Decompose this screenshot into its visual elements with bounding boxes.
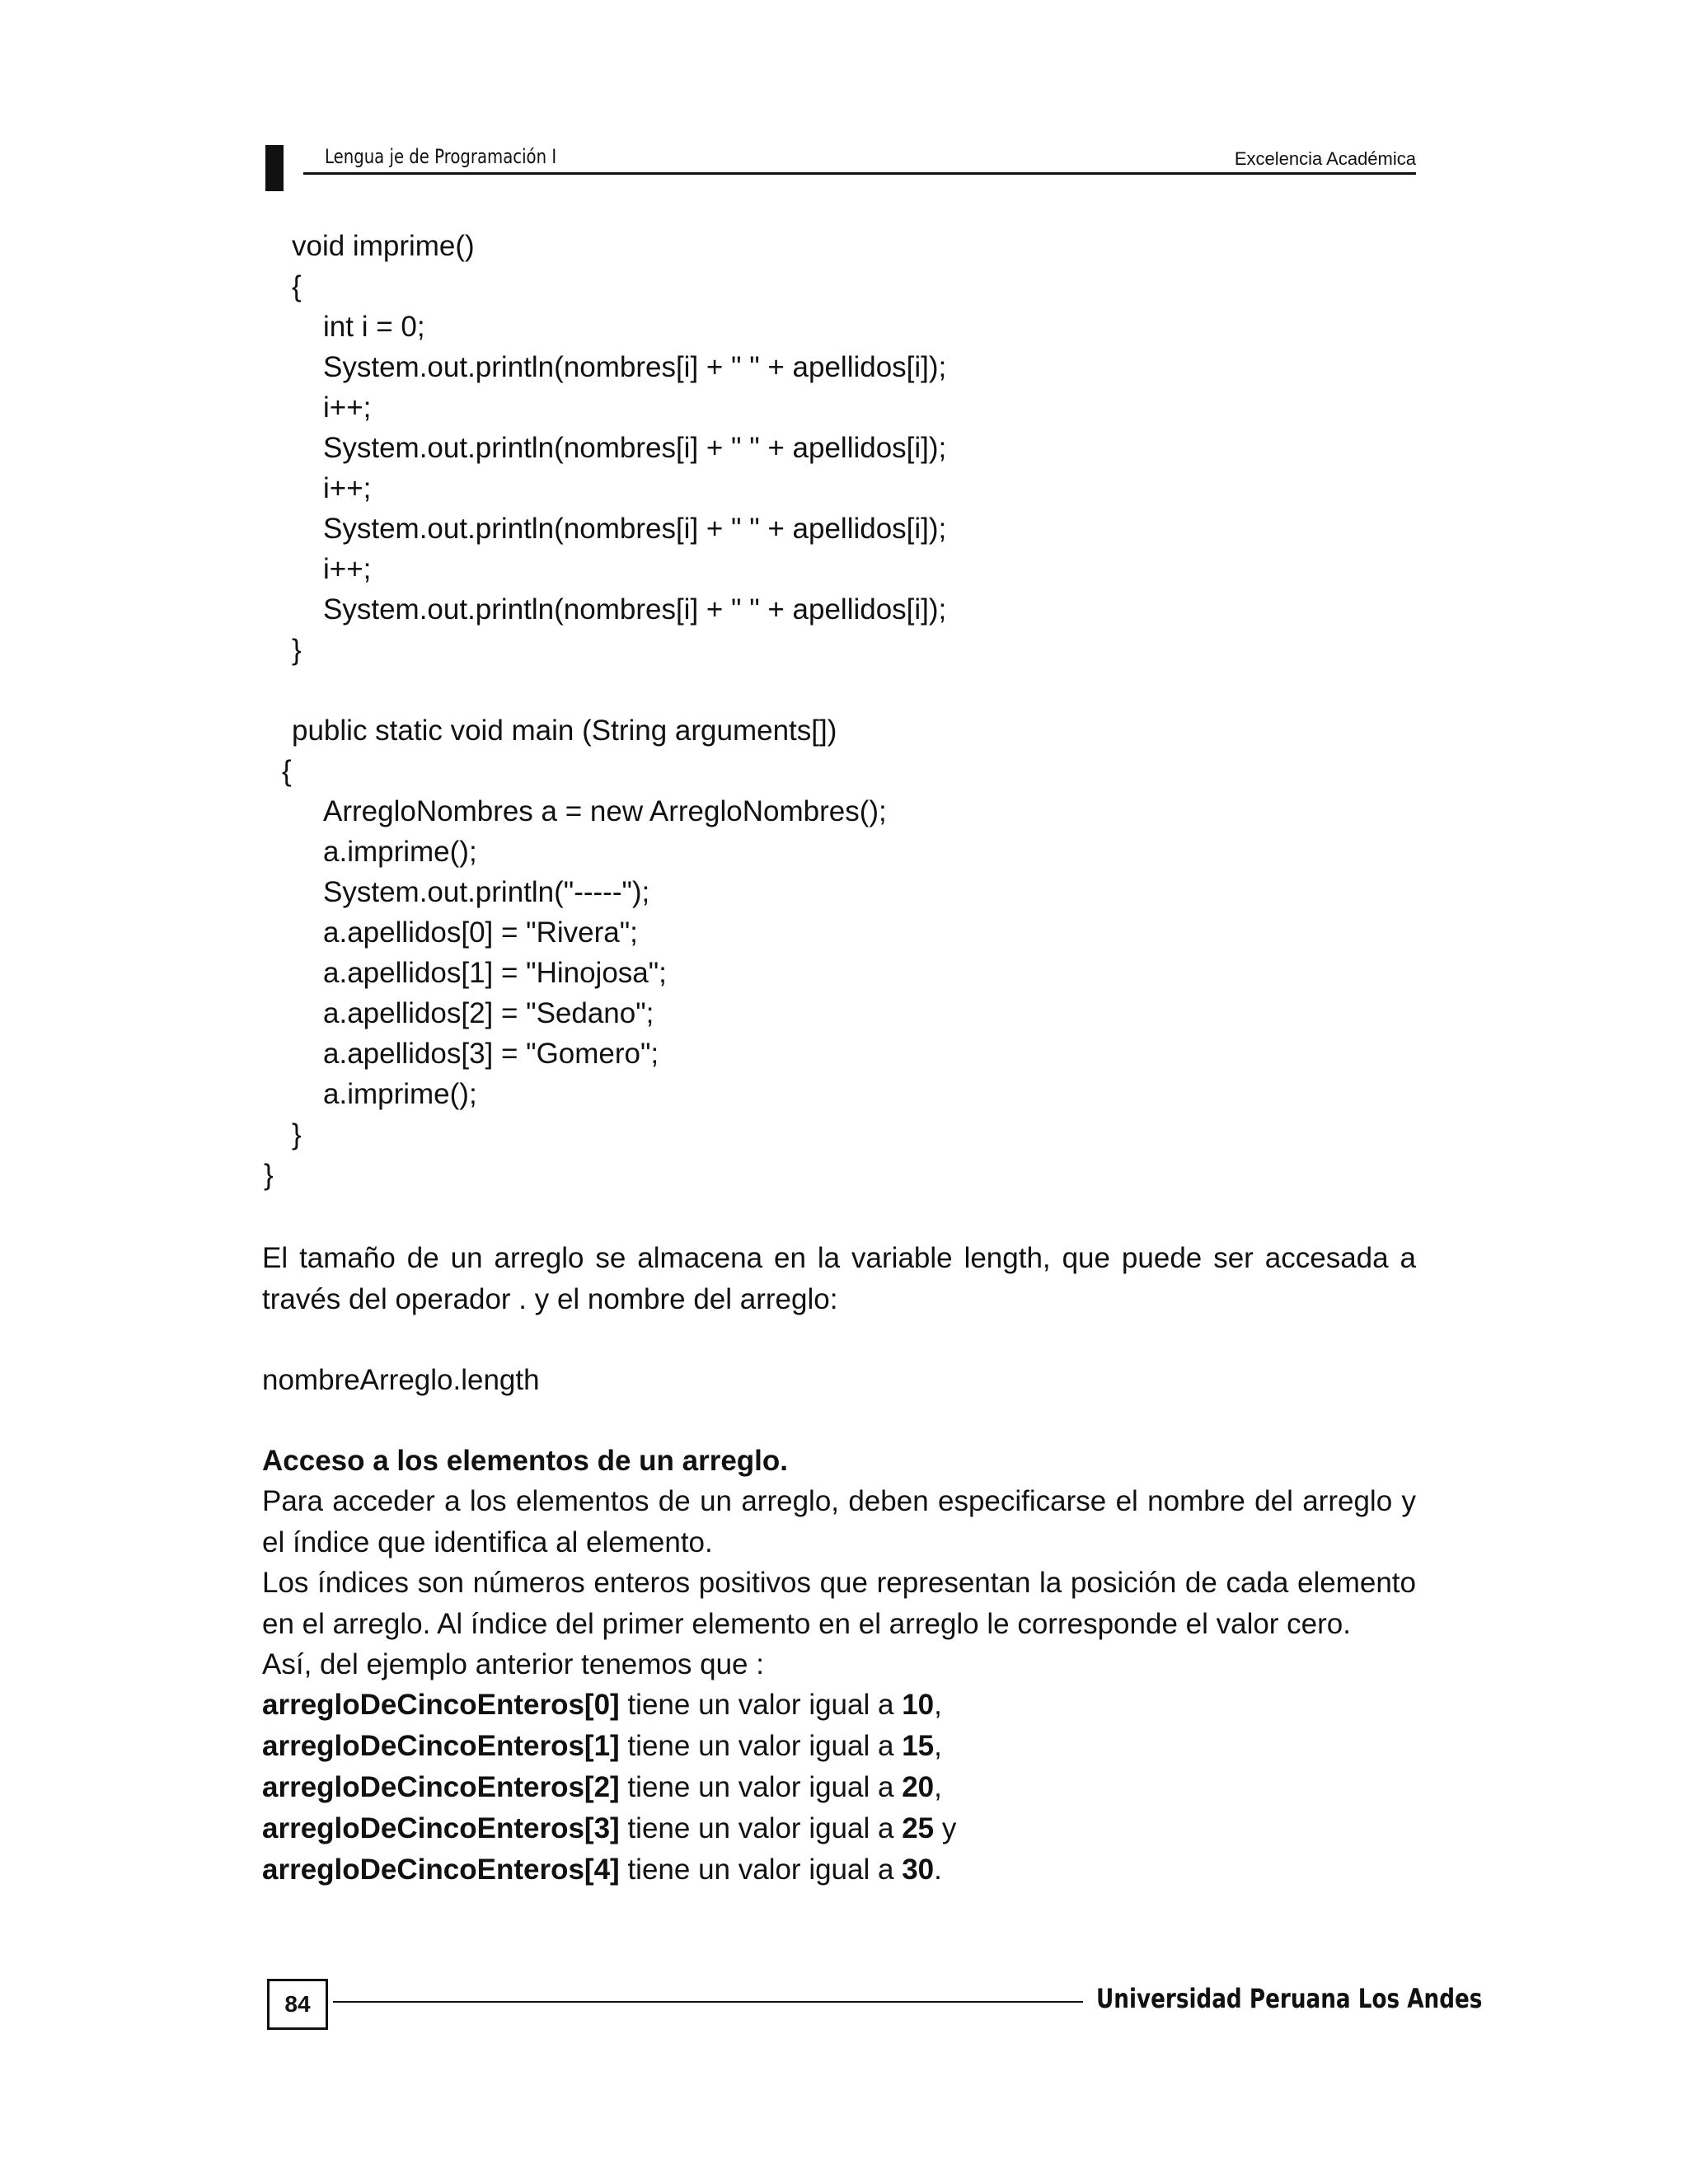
value-phrase: tiene un valor igual a bbox=[627, 1689, 894, 1721]
code-line: System.out.println(nombres[i] + " " + apellidos[i]); bbox=[323, 351, 947, 383]
array-element-value: 10 bbox=[902, 1689, 935, 1721]
array-element-name: arregloDeCincoEnteros[4] bbox=[262, 1854, 620, 1886]
header-marker-block bbox=[265, 145, 284, 191]
code-line: } bbox=[292, 634, 302, 666]
code-line: void imprime() bbox=[292, 230, 475, 262]
code-line: } bbox=[264, 1159, 274, 1191]
code-line: int i = 0; bbox=[323, 311, 425, 343]
value-phrase: tiene un valor igual a bbox=[627, 1812, 894, 1844]
footer-university: Universidad Peruana Los Andes bbox=[1096, 1983, 1483, 2014]
line-suffix: . bbox=[934, 1854, 942, 1886]
array-element-name: arregloDeCincoEnteros[1] bbox=[262, 1730, 620, 1762]
array-element-value: 30 bbox=[902, 1854, 935, 1886]
line-suffix: y bbox=[934, 1812, 957, 1844]
line-suffix: , bbox=[934, 1771, 942, 1803]
line-suffix: , bbox=[934, 1730, 942, 1762]
paragraph-example-intro: Así, del ejemplo anterior tenemos que : bbox=[262, 1648, 764, 1680]
code-line: System.out.println(nombres[i] + " " + apellidos[i]); bbox=[323, 593, 947, 626]
paragraph-length-intro: El tamaño de un arreglo se almacena en la variable length, que puede ser accesada a través del operador . y el nombre del arreglo: bbox=[262, 1242, 1416, 1315]
array-element-value: 20 bbox=[902, 1771, 935, 1803]
code-line: public static void main (String arguments[]) bbox=[292, 715, 837, 747]
line-suffix: , bbox=[934, 1689, 942, 1721]
array-element-value: 25 bbox=[902, 1812, 935, 1844]
value-phrase: tiene un valor igual a bbox=[627, 1771, 894, 1803]
paragraph-indices: Los índices son números enteros positivos que representan la posición de cada elemento en el arreglo. Al índice del primer elemento en el arreglo le corresponde el valor cero. bbox=[262, 1567, 1416, 1640]
code-line: } bbox=[292, 1118, 302, 1151]
code-line: a.imprime(); bbox=[323, 1078, 477, 1110]
array-value-line bbox=[262, 1685, 1416, 1726]
array-value-line bbox=[262, 1849, 1416, 1891]
footer-rule bbox=[333, 2001, 1083, 2003]
array-value-line bbox=[262, 1808, 1416, 1849]
code-line: System.out.println(nombres[i] + " " + apellidos[i]); bbox=[323, 432, 947, 464]
array-element-name: arregloDeCincoEnteros[2] bbox=[262, 1771, 620, 1803]
value-phrase: tiene un valor igual a bbox=[627, 1854, 894, 1886]
code-line: i++; bbox=[323, 391, 372, 424]
page-number-box bbox=[267, 1979, 328, 2030]
code-line: a.imprime(); bbox=[323, 836, 477, 868]
code-line: a.apellidos[0] = "Rivera"; bbox=[323, 916, 638, 949]
array-element-name: arregloDeCincoEnteros[3] bbox=[262, 1812, 620, 1844]
code-line: ArregloNombres a = new ArregloNombres(); bbox=[323, 795, 887, 827]
code-line: System.out.println(nombres[i] + " " + apellidos[i]); bbox=[323, 513, 947, 545]
section-heading: Acceso a los elementos de un arreglo. bbox=[262, 1445, 788, 1477]
code-line: i++; bbox=[323, 472, 372, 504]
length-example: nombreArreglo.length bbox=[262, 1364, 540, 1396]
header-course-title: Lengua je de Programación I bbox=[325, 145, 557, 168]
code-line: System.out.println("-----"); bbox=[323, 876, 650, 908]
value-phrase: tiene un valor igual a bbox=[627, 1730, 894, 1762]
array-element-name: arregloDeCincoEnteros[0] bbox=[262, 1689, 620, 1721]
array-value-line bbox=[262, 1767, 1416, 1808]
page-number: 84 bbox=[284, 1991, 311, 2017]
array-value-line bbox=[262, 1726, 1416, 1767]
header-rule bbox=[303, 172, 1416, 175]
code-line: { bbox=[282, 755, 292, 787]
header-tagline: Excelencia Académica bbox=[1234, 148, 1416, 169]
code-line: { bbox=[292, 270, 302, 302]
array-value-list bbox=[262, 1685, 1416, 1891]
array-element-value: 15 bbox=[902, 1730, 935, 1762]
code-line: a.apellidos[1] = "Hinojosa"; bbox=[323, 957, 667, 989]
paragraph-access: Para acceder a los elementos de un arreglo, deben especificarse el nombre del arreglo y el índice que identifica al elemento. bbox=[262, 1485, 1416, 1558]
code-line: i++; bbox=[323, 553, 372, 585]
code-line: a.apellidos[2] = "Sedano"; bbox=[323, 997, 654, 1029]
code-line: a.apellidos[3] = "Gomero"; bbox=[323, 1038, 659, 1070]
